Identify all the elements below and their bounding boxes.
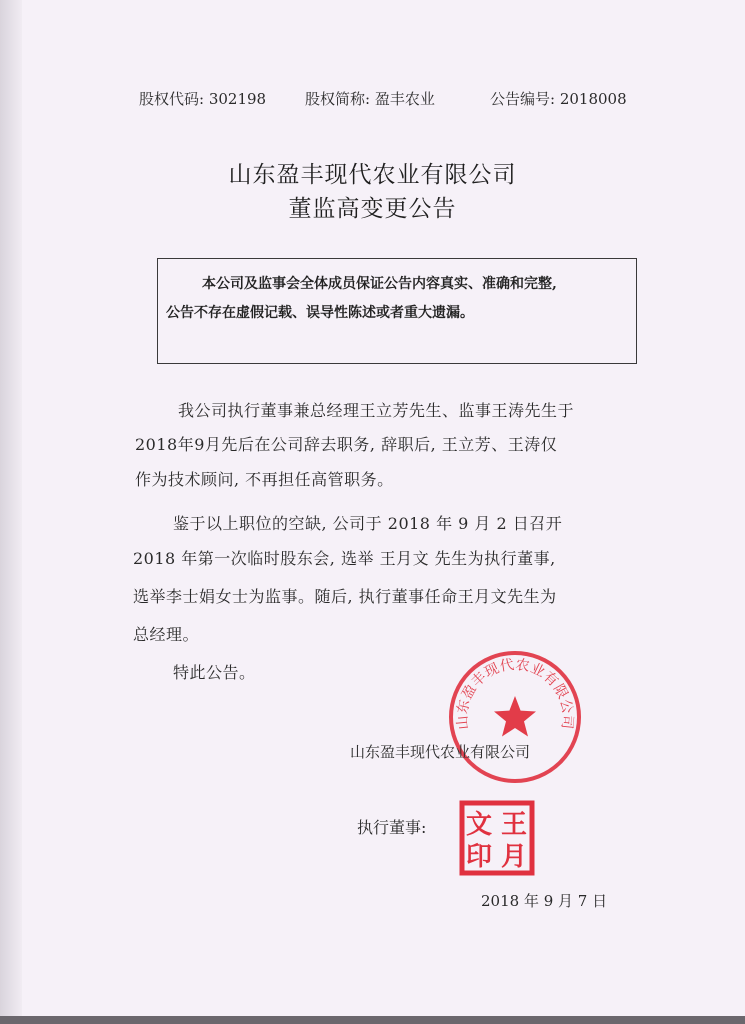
personal-seal [459,800,535,876]
disclaimer-line-2: 公告不存在虚假记载、误导性陈述或者重大遗漏。 [166,305,474,321]
notice-number: 公告编号: 2018008 [490,90,627,108]
body-line: 总经理。 [133,625,200,644]
disclaimer-line-1: 本公司及监事会全体成员保证公告内容真实、准确和完整, [202,276,557,292]
body-line: 2018 年第一次临时股东会, 选举 王月文 先生为执行董事, [133,549,556,568]
stock-abbreviation: 股权简称: 盈丰农业 [305,90,435,108]
seal-char: 王 [500,810,528,840]
director-label: 执行董事: [357,818,427,837]
body-line: 2018年9月先后在公司辞去职务, 辞职后, 王立芳、王涛仅 [135,435,558,454]
page-shadow [0,0,22,1024]
seal-char: 印 [465,842,493,872]
seal-star-icon [494,696,536,737]
stock-code: 股权代码: 302198 [139,90,267,108]
body-line: 作为技术顾问, 不再担任高管职务。 [135,470,394,489]
body-line: 鉴于以上职位的空缺, 公司于 2018 年 9 月 2 日召开 [173,514,563,533]
company-seal [445,647,585,787]
company-signature: 山东盈丰现代农业有限公司 [350,743,531,761]
company-seal-text: 山东盈丰现代农业有限公司 [454,656,576,731]
company-title: 山东盈丰现代农业有限公司 [228,162,517,188]
body-line: 选举李士娟女士为监事。随后, 执行董事任命王月文先生为 [133,587,557,606]
body-line: 我公司执行董事兼总经理王立芳先生、监事王涛先生于 [178,401,575,420]
seal-char: 月 [500,842,528,872]
disclaimer-box [157,258,637,364]
closing-line: 特此公告。 [173,663,256,682]
signing-date: 2018 年 9 月 7 日 [481,892,608,910]
seal-char: 文 [465,810,493,840]
header-meta [135,88,655,112]
scan-edge [0,1016,745,1024]
notice-title: 董监高变更公告 [288,196,457,222]
